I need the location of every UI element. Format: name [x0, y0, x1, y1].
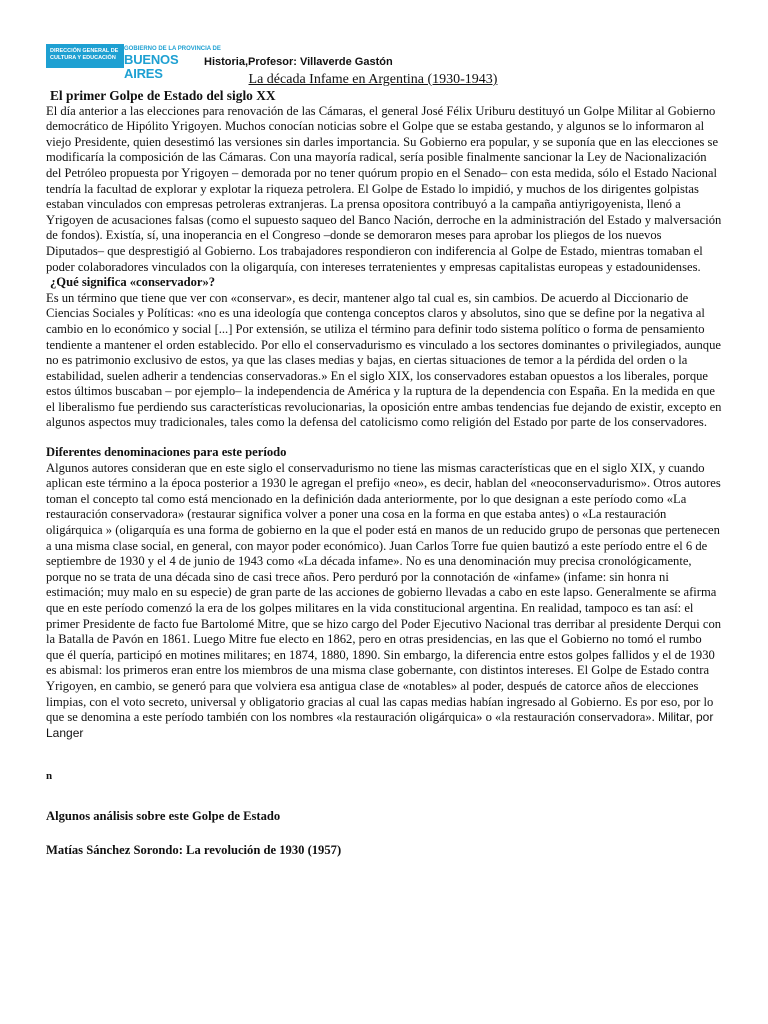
government-logo-main: BUENOS AIRES [124, 52, 179, 81]
government-logo-top: GOBIERNO DE LA PROVINCIA DE [124, 46, 221, 52]
signature-text: Militar, por Langer [46, 710, 714, 740]
section-heading-conservative: ¿Qué significa «conservador»? [50, 275, 216, 290]
paragraph-first-coup: El día anterior a las elecciones para renovación de las Cámaras, el general José Félix Uriburu destituyó un Golpe Militar al Gobierno democrático de Hipólito Yrigoyen. Muchos conocían noticias sobre el Golpe que se estaba gestando, y algunos se lo informaron al viejo Presidente, quien desestimó las versiones sin darles importancia. Su Gobierno era popular, y se suponía que en las elecciones se modificaría la composición de las Cámaras. Con una mayoría radical, sería posible finalmente sancionar la Ley de Nacionalización del Petróleo propuesta por Yrigoyen – demorada por no tener quórum propio en el Senado– con esta medida, sólo el Estado Nacional tendría la facultad de explorar y explotar la riqueza petrolera. El Golpe de Estado lo impidió, y muchos de los dirigentes golpistas estaban vinculados con empresas petroleras extranjeras. La prensa opositora contribuyó a la campaña antiyrigoyenista, llenó a Yrigoyen de acusaciones falsas (como el supuesto saqueo del Banco Nación, derroche en la administración del Estado y malversación de fondos). Existía, sí, una inoperancia en el Congreso –donde se demoraron meses para aprobar los pliegos de los nuevos Diputados– que desprestigió al Gobierno. Los trabajadores respondieron con indiferencia al Golpe de Estado, mientras tomaban el poder colaboradores vinculados con la oligarquía, con intereses terratenientes y empresas capitalistas europeas y estadounidenses. [46, 103, 722, 274]
author-line: Historia,Profesor: Villaverde Gastón [204, 56, 393, 68]
government-logo [124, 44, 221, 81]
paragraph-denominations [46, 461, 722, 742]
document-body [46, 88, 722, 858]
stray-character: n [46, 770, 53, 783]
spacer [46, 431, 722, 445]
section-heading-first-coup: El primer Golpe de Estado del siglo XX [50, 88, 276, 103]
paragraph-denominations-text: Algunos autores consideran que en este siglo el conservadurismo no tiene las mismas características que en el siglo XIX, y cuando aplican este término a la época posterior a 1930 le agregan el prefijo «neo», es decir, hablan del «neoconservadurismo». Otros autores toman el concepto tal como está mencionado en la definición dada anteriormente, por lo que designan a este período como «La restauración conservadora» (restaurar significa volver a poner una cosa en la forma en que estaba antes) o «La restauración oligárquica » (oligarquía es una forma de gobierno en la que el poder está en manos de un reducido grupo de personas que pertenecen a una misma clase social, en general, con mayor poder económico). Juan Carlos Torre fue quien bautizó a este período entre el 6 de septiembre de 1930 y el 4 de junio de 1943 como «La década infame». No es una denominación muy precisa cronológicamente, porque no se trata de una década sino de casi trece años. Pero perduró por la connotación de «infame» (infame: sin honra ni estimación; muy malo en su especie) de gran parte de las acciones de gobierno llevadas a cabo en este lapso. Generalmente se afirma que en este período comenzó la era de los golpes militares en la vida constitucional argentina. En realidad, tampoco es tan así: el primer Presidente de facto fue Bartolomé Mitre, que se hizo cargo del Poder Ejecutivo Nacional tras derribar al presidente Derqui con la Batalla de Pavón en 1861. Luego Mitre fue electo en 1862, pero en otras presidencias, en las que el Gobierno no tomó el rumbo que él quería, participó en motines militares; en 1874, 1880, 1890. Sin embargo, la diferencia entre estos golpes fallidos y el de 1930 es abismal: los primeros eran entre los miembros de una misma clase gobernante, con distintos intereses. El Golpe de Estado contra Yrigoyen, en cambio, se generó para que volviera esa antigua clase de «notables» al poder, después de catorce años de elecciones limpias, con el voto secreto, universal y obligatorio gracias al cual las capas medias habían ingresado al Gobierno. Es por eso, por lo que se denomina a este período también con los nombres «la restauración oligárquica» o «la restauración conservadora». [46, 460, 722, 725]
paragraph-conservative: Es un término que tiene que ver con «conservar», es decir, mantener algo tal cual es, sin cambios. De acuerdo al Diccionario de Ciencias Sociales y Políticas: «no es una ideología que contenga conceptos claros y absolutos, sino que se define por la negativa al cambio en lo económico y social [...] Por extensión, se utiliza el término para definir todo sistema político o forma de pensamiento tendiente a mantener el orden establecido. Por ello el conservadurismo es vinculado a los sectores dominantes o privilegiados, aunque no es patrimonio exclusivo de estos, ya que las clases medias y bajas, en ciertas situaciones de temor a la pérdida del orden o la estabilidad, suelen adherir a tendencias conservadoras.» En el siglo XIX, los conservadores estaban opuestos a los liberales, porque estos últimos buscaban – por ejemplo– la independencia de América y la ruptura de la dependencia con España. En la medida en que el liberalismo fue perdiendo sus características revolucionarias, la oposición entre ambas tendencias fue dejando de existir, excepto en algunos aspectos muy tradicionales, tales como la defensa del catolicismo como religión del Estado por parte de los conservadores. [46, 290, 722, 430]
section-heading-sorondo: Matías Sánchez Sorondo: La revolución de 1930 (1957) [46, 842, 342, 857]
logo-text: DIRECCIÓN GENERAL DE CULTURA Y EDUCACIÓN [50, 48, 119, 61]
section-heading-analysis: Algunos análisis sobre este Golpe de Estado [46, 808, 281, 823]
document-title: La década Infame en Argentina (1930-1943) [248, 72, 498, 87]
section-heading-denominations: Diferentes denominaciones para este período [46, 445, 287, 460]
education-logo [46, 44, 124, 68]
